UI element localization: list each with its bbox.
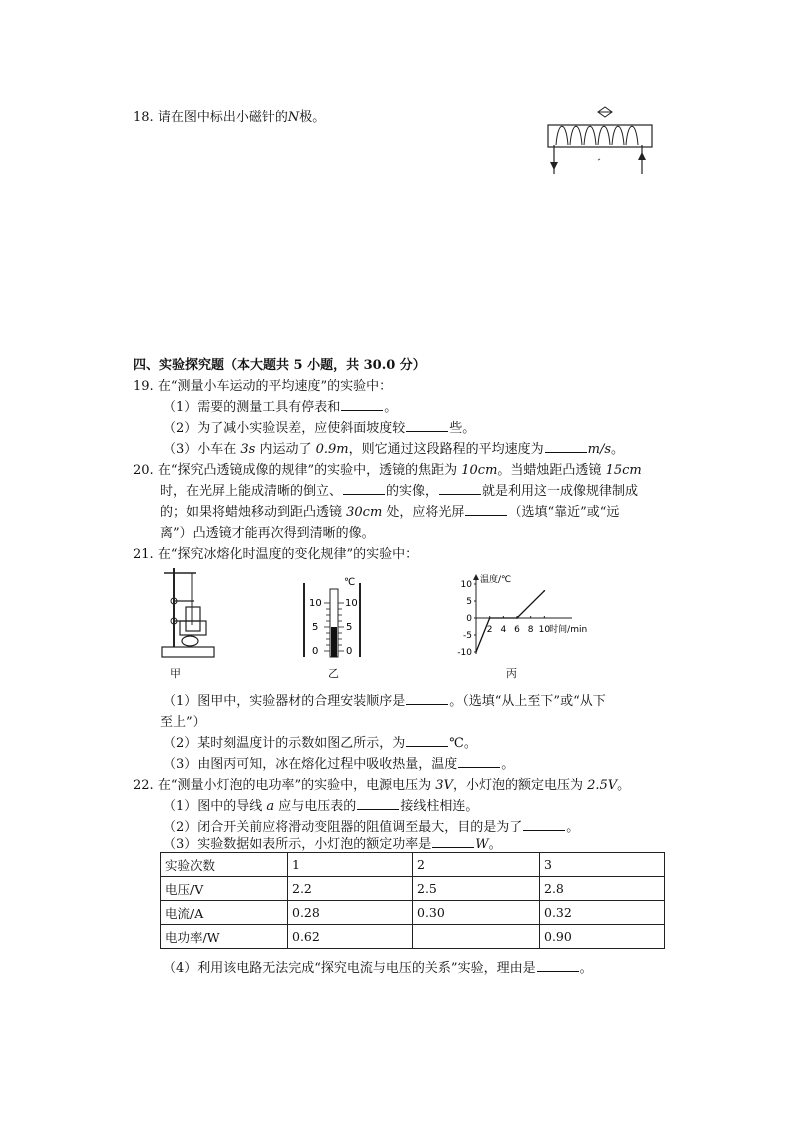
solenoid-core xyxy=(548,125,652,147)
table-cell: 1 xyxy=(288,853,413,877)
answer-blank[interactable] xyxy=(406,419,448,432)
q21-stem-line xyxy=(133,543,418,562)
q18-tail: 极。 xyxy=(299,110,326,125)
q19-part3: （3）小车在 3s 内运动了 0.9m，则它通过这段路程的平均速度为 m/s。 xyxy=(163,442,625,457)
q21-part1-cont: 至上”） xyxy=(160,715,206,730)
x-tick-label: 10 xyxy=(538,625,551,635)
thermometer-unit: ℃ xyxy=(344,577,356,588)
current-arrow-up-icon xyxy=(638,152,646,160)
answer-blank[interactable] xyxy=(439,482,481,495)
table-cell: 0.28 xyxy=(288,901,413,925)
x-tick-label: 6 xyxy=(514,625,520,635)
x-tick-label: 2 xyxy=(486,625,493,635)
q18-line xyxy=(133,106,325,125)
q21-part3: （3）由图丙可知，冰在熔化过程中吸收热量，温度 。 xyxy=(163,757,515,772)
x-tick-label: 4 xyxy=(500,625,507,635)
q21-fig-label-yi: 乙 xyxy=(328,667,339,680)
x-axis-label: 时间/min xyxy=(549,625,588,635)
data-point xyxy=(544,590,546,592)
mercury-column xyxy=(331,627,337,657)
q21-part2: （2）某时刻温度计的示数如图乙所示，为 ℃。 xyxy=(163,736,477,751)
q21-thermometer-figure xyxy=(298,575,370,660)
table-cell: 3 xyxy=(540,853,665,877)
answer-blank[interactable] xyxy=(341,398,383,411)
table-row xyxy=(161,877,665,901)
table-cell: 2.5 xyxy=(413,877,540,901)
table-cell: 0.30 xyxy=(413,901,540,925)
y-tick-label: 5 xyxy=(466,597,472,607)
table-cell: 实验次数 xyxy=(161,853,288,877)
q22-data-table xyxy=(160,852,665,949)
q18-pole: N xyxy=(287,110,300,125)
y-tick-label: 0 xyxy=(466,614,472,624)
q22-number: 22. xyxy=(133,778,154,793)
y-axis-arrow-icon xyxy=(473,574,479,580)
q22-stem-line: 22. 在“测量小灯泡的电功率”的实验中，电源电压为 3V，小灯泡的额定电压为 2.5V。 xyxy=(133,778,631,793)
q18-solenoid-figure xyxy=(540,100,660,180)
y-tick-label: -5 xyxy=(463,631,472,641)
answer-blank[interactable] xyxy=(537,959,579,972)
q22-part1: （1）图中的导线 a 应与电压表的 接线柱相连。 xyxy=(163,799,479,814)
table-cell: 0.62 xyxy=(288,925,413,949)
answer-blank[interactable] xyxy=(432,835,474,848)
q19-part2: （2）为了减小实验误差，应使斜面坡度较 些。 xyxy=(163,421,476,436)
y-tick-label: -10 xyxy=(457,648,472,658)
therm-tick-left: 5 xyxy=(312,622,319,633)
answer-blank[interactable] xyxy=(343,482,385,495)
answer-blank[interactable] xyxy=(458,755,500,768)
q18-number: 18. xyxy=(133,110,154,125)
q19-stem-line xyxy=(133,375,392,394)
therm-tick-right: 0 xyxy=(346,646,353,657)
table-row xyxy=(161,925,665,949)
q19-part1: （1）需要的测量工具有停表和 。 xyxy=(163,400,398,415)
q21-fig-label-bing: 丙 xyxy=(506,667,517,680)
therm-tick-left: 0 xyxy=(312,646,319,657)
y-axis-label: 温度/℃ xyxy=(480,575,512,585)
answer-blank[interactable] xyxy=(406,734,448,747)
q21-apparatus-figure xyxy=(160,563,222,663)
table-cell: 电功率/W xyxy=(161,925,288,949)
beaker xyxy=(180,621,206,635)
data-point xyxy=(516,617,518,619)
table-cell: 电压/V xyxy=(161,877,288,901)
q20-line3: 的；如果将蜡烛移动到距凸透镜 30cm 处，应将光屏 （选填“靠近”或“远 xyxy=(160,505,620,520)
table-row xyxy=(161,901,665,925)
answer-blank[interactable] xyxy=(545,440,587,453)
therm-tick-right: 5 xyxy=(346,622,353,633)
q20-number: 20. xyxy=(133,463,154,478)
stand-base xyxy=(162,647,214,657)
answer-blank[interactable] xyxy=(465,503,507,516)
table-cell: 2.8 xyxy=(540,877,665,901)
table-cell: 0.32 xyxy=(540,901,665,925)
table-row xyxy=(161,853,665,877)
q22-part4: （4）利用该电路无法完成“探究电流与电压的关系”实验，理由是 。 xyxy=(163,961,593,976)
table-cell: 2 xyxy=(413,853,540,877)
table-cell xyxy=(413,925,540,949)
test-tube xyxy=(186,607,200,631)
q22-part3: （3）实验数据如表所示，小灯泡的额定功率是 W。 xyxy=(163,837,502,852)
y-tick-label: 10 xyxy=(460,580,472,590)
q22-part2: （2）闭合开关前应将滑动变阻器的阻值调至最大，目的是为了 。 xyxy=(163,820,580,835)
q19-stem: 在“测量小车运动的平均速度”的实验中： xyxy=(157,379,393,394)
data-point xyxy=(489,617,491,619)
q20-line4: 离”）凸透镜才能再次得到清晰的像。 xyxy=(160,526,375,541)
series-line xyxy=(476,591,544,652)
q20-line2: 时，在光屏上能成清晰的倒立、 的实像， 就是利用这一成像规律制成 xyxy=(160,484,639,499)
therm-tick-left: 10 xyxy=(309,598,322,609)
q21-number: 21. xyxy=(133,547,154,562)
data-point xyxy=(475,651,477,653)
table-cell: 电流/A xyxy=(161,901,288,925)
section4-heading: 四、实验探究题（本大题共 5 小题，共 30.0 分） xyxy=(133,358,426,373)
q19-number: 19. xyxy=(133,379,154,394)
answer-blank[interactable] xyxy=(523,818,565,831)
q18-text: 请在图中标出小磁针的 xyxy=(157,110,288,125)
q20-line1: 20. 在“探究凸透镜成像的规律”的实验中，透镜的焦距为 10cm。当蜡烛距凸透镜 15cm xyxy=(133,463,642,478)
alcohol-lamp xyxy=(182,636,198,646)
table-cell: 2.2 xyxy=(288,877,413,901)
solenoid-coil xyxy=(556,126,638,145)
answer-blank[interactable] xyxy=(357,797,399,810)
therm-tick-right: 10 xyxy=(345,598,358,609)
table-cell: 0.90 xyxy=(540,925,665,949)
q21-stem: 在“探究冰熔化时温度的变化规律”的实验中： xyxy=(157,547,419,562)
answer-blank[interactable] xyxy=(406,692,448,705)
q21-fig-label-jia: 甲 xyxy=(170,667,181,680)
current-arrow-down-icon xyxy=(550,162,558,170)
q21-melting-chart xyxy=(440,572,600,660)
x-tick-label: 8 xyxy=(527,625,534,635)
q21-part1: （1）图甲中，实验器材的合理安装顺序是 。（选填“从上至下”或“从下 xyxy=(163,694,606,709)
